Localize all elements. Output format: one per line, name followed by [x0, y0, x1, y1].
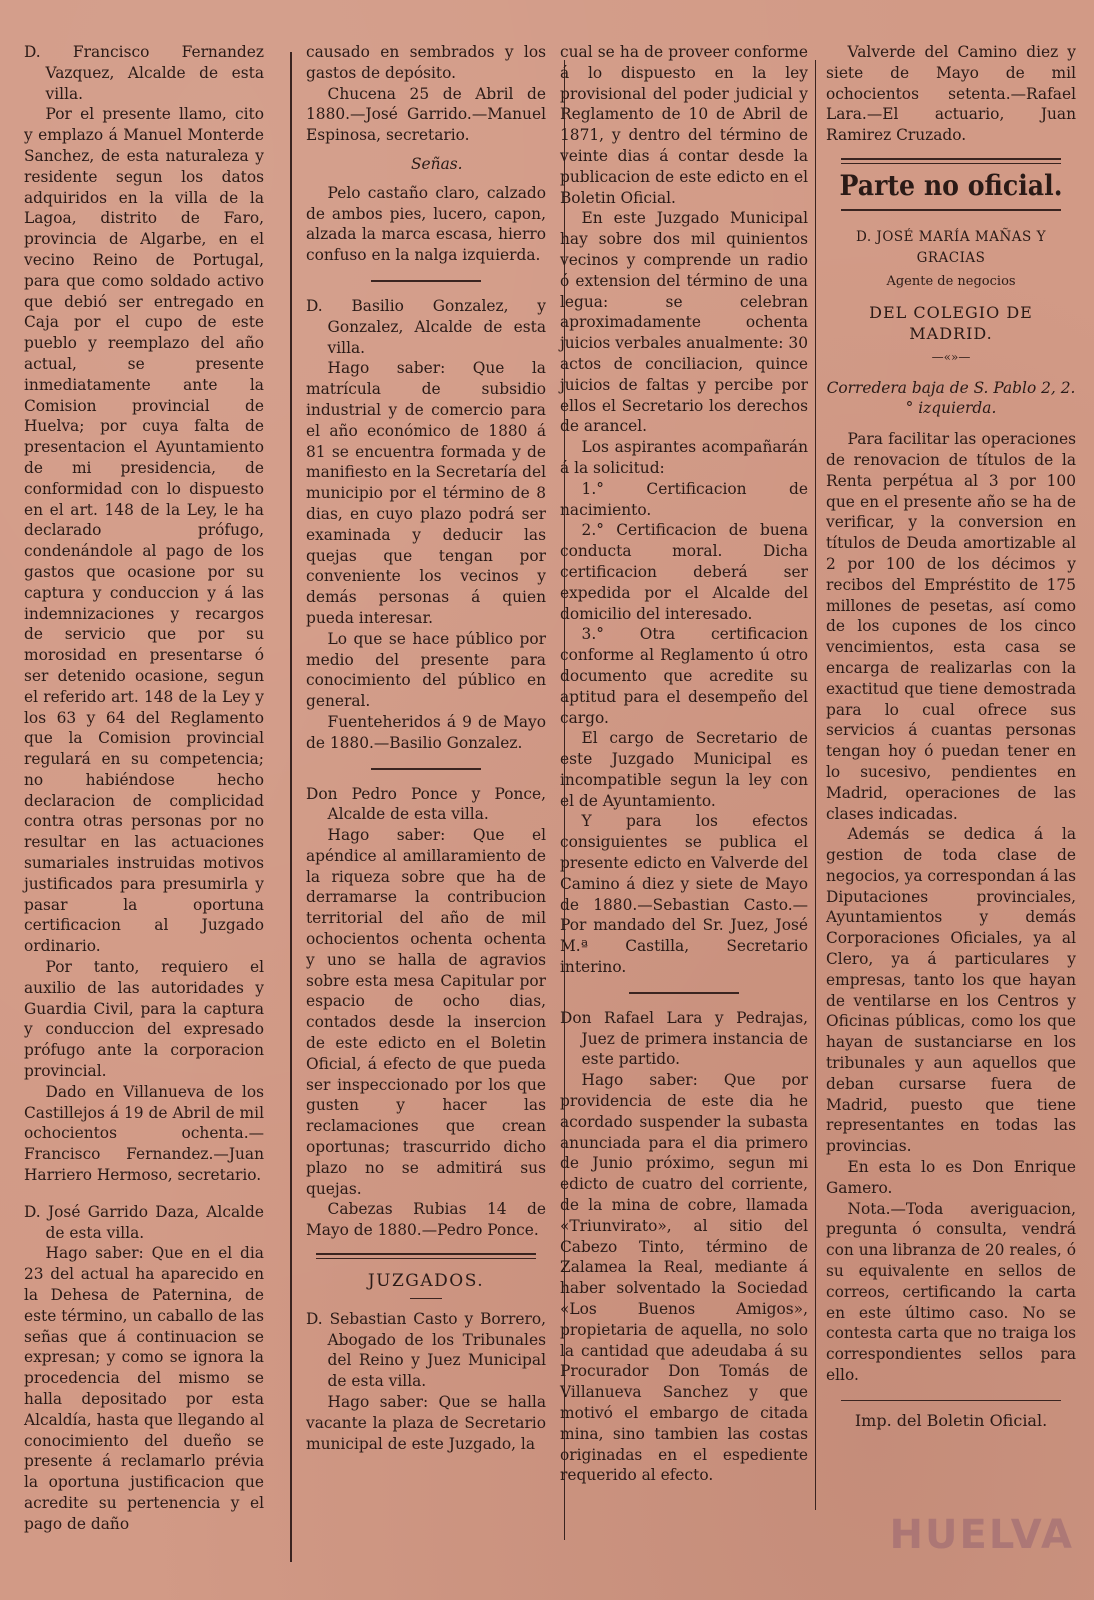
notice-text: 2.° Certificacion de buena conducta moral. Dicha certificacion deberá ser expedida por el Alcalde del domicilio del interesado. [560, 521, 808, 623]
agent-name: D. JOSÉ MARÍA MAÑAS Y GRACIAS [856, 228, 1046, 266]
notice-text: Hago saber: Que se halla vacante la plaza de Secretario municipal de este Juzgado, la [306, 1393, 546, 1453]
separator [629, 992, 739, 994]
notice-signature: Cabezas Rubias 14 de Mayo de 1880.—Pedro Ponce. [306, 1200, 546, 1240]
notice-heading: D. Francisco Fernandez Vazquez, Alcalde de esta villa. [24, 43, 264, 103]
notice-signature: Fuenteheridos á 9 de Mayo de 1880.—Basilio Gonzalez. [306, 712, 546, 752]
separator [371, 768, 481, 770]
printer-imprint: Imp. del Boletin Oficial. [854, 1410, 1048, 1430]
separator [841, 209, 1061, 211]
watermark-logo: HUELVA [889, 1512, 1074, 1558]
notice-text: 1.° Certificacion de nacimiento. [560, 479, 808, 519]
agent-address: Corredera baja de S. Pablo 2, 2.° izquierda. [826, 378, 1076, 418]
separator [410, 1298, 442, 1299]
notice-text: Lo que se hace público por medio del presente para conocimiento del público en general. [306, 629, 546, 711]
agent-title: Agente de negocios [886, 274, 1016, 290]
separator [371, 280, 481, 282]
notice-text: Pelo castaño claro, calzado de ambos pies, lucero, capon, alzada la marca escasa, hierro confuso en la nalga izquierda. [306, 183, 546, 265]
notice-text: En este Juzgado Municipal hay sobre dos mil quinientos vecinos y comprende un radio ó extension del término de una legua: se celebran aproximadamente ochenta juicios verbales anualmente: 30 actos de conciliacion, quince juicios de faltas y percibe por ellos el Secretario los derechos de arancel. [560, 209, 808, 436]
ad-text: Nota.—Toda averiguacion, pregunta ó consulta, vendrá con una libranza de 20 reales, ó su equivalente en sellos de correos, certificando la carta en este último caso. No se contesta carta que no traiga los correspondientes sellos para ello. [826, 1199, 1076, 1385]
notice-heading: D. José Garrido Daza, Alcalde de esta villa. [24, 1202, 264, 1242]
notice-signature: Chucena 25 de Abril de 1880.—José Garrido.—Manuel Espinosa, secretario. [306, 84, 546, 145]
ad-text: En esta lo es Don Enrique Gamero. [826, 1158, 1076, 1197]
notice-text: Y para los efectos consiguientes se publica el presente edicto en Valverde del Camino á diez y siete de Mayo de 1880.—Sebastian Casto.—Por mandado del Sr. Juez, José M.ª Castilla, Secretario interino. [560, 812, 808, 977]
notice-text: 3.° Otra certificacion conforme al Reglamento ú otro documento que acredite su aptitud para el desempeño del cargo. [560, 625, 808, 727]
notice-signature: Valverde del Camino diez y siete de Mayo de mil ochocientos setenta.—Rafael Lara.—El actuario, Juan Ramirez Cruzado. [826, 43, 1076, 145]
ad-text: Además se dedica á la gestion de toda clase de negocios, ya correspondan á las Diputaciones provinciales, Ayuntamientos y demás Corporaciones Oficiales, ya al Clero, ya á particulares y empresas, tanto los que hayan de ventilarse en los Centros y Oficinas públicas, como los que hayan de sustanciarse en los tribunales y aun aquellos que deban cursarse fuera de Madrid, puesto que tiene representantes en todas las provincias. [826, 825, 1076, 1156]
notice-heading: D. Sebastian Casto y Borrero, Abogado de los Tribunales del Reino y Juez Municipal de esta villa. [306, 1309, 546, 1391]
notice-signature: Dado en Villanueva de los Castillejos á 19 de Abril de mil ochocientos ochenta.—Francisco Fernandez.—Juan Harriero Hermoso, secretario. [24, 1082, 264, 1185]
notice-heading: Don Pedro Ponce y Ponce, Alcalde de esta villa. [306, 784, 546, 824]
notice-heading: D. Basilio Gonzalez, y Gonzalez, Alcalde de esta villa. [306, 296, 546, 357]
notice-text: Hago saber: Que por providencia de este dia he acordado suspender la subasta anunciada para el dia primero de Junio próximo, segun mi edicto de cuatro del corriente, de la mina de cobre, llamada «Triunvirato», al sitio del Cabezo Tinto, término de Zalamea la Real, mediante á haber solventado la Sociedad «Los Buenos Amigos», propietaria de aquella, no solo la cantidad que adeudaba á su Procurador Don Tomás de Villanueva Sanchez y que motivó el embargo de citada mina, sino tambien las costas originadas en el espediente requerido al efecto. [560, 1071, 808, 1485]
senas-title: Señas. [411, 154, 463, 173]
notice-text: Hago saber: Que en el dia 23 del actual ha aparecido en la Dehesa de Paternina, de este término, un caballo de las señas que á continuacion se expresan; y como se ignora la procedencia del mismo se halla depositado por esta Alcaldía, hasta que llegando al conocimiento del dueño se presente á reclamarlo prévia la oportuna justificacion que acredite su pertenencia y el pago de daño [24, 1244, 264, 1533]
separator [841, 1400, 1061, 1401]
notice-text: Por tanto, requiero el auxilio de las autoridades y Guardia Civil, para la captura y conduccion del expresado prófugo ante la corporacion provincial. [24, 958, 264, 1081]
double-separator [841, 158, 1061, 164]
notice-text: Hago saber: Que la matrícula de subsidio industrial y de comercio para el año económico de 1880 á 81 se encuentra formada y de manifiesto en la Secretaría del municipio por el término de 8 dias, en cuyo plazo podrá ser examinada y deducir las quejas que tengan por conveniente los vecinos y demás personas á quien pueda interesar. [306, 359, 546, 627]
column-4 [826, 42, 1076, 1520]
notice-heading: Don Rafael Lara y Pedrajas, Juez de primera instancia de este partido. [560, 1008, 808, 1069]
column-2 [306, 42, 546, 1520]
column-rule [290, 52, 292, 1562]
notice-text: causado en sembrados y los gastos de depósito. [306, 43, 546, 82]
agent-college: DEL COLEGIO DE MADRID. [869, 303, 1033, 343]
section-title: JUZGADOS. [367, 1271, 485, 1292]
ornament: —«»— [931, 349, 971, 364]
column-3 [560, 42, 808, 1520]
column-1 [24, 42, 264, 1533]
double-separator [316, 1253, 536, 1259]
notice-text: El cargo de Secretario de este Juzgado Municipal es incompatible segun la ley con el de Ayuntamiento. [560, 729, 808, 810]
notice-text: Los aspirantes acompañarán á la solicitud: [560, 438, 808, 477]
column-rule [815, 60, 816, 1510]
notice-text: Por el presente llamo, cito y emplazo á Manuel Monterde Sanchez, de esta naturaleza y residente segun los datos adquiridos en la villa de la Lagoa, distrito de Faro, provincia de Algarbe, en el vecino Reino de Portugal, para que como soldado activo que debió ser entregado en Caja por el cupo de este pueblo y reemplazo del año actual, se presente inmediatamente ante la Comision provincial de Huelva; por cuya falta de presentacion el Ayuntamiento de mi presidencia, de conformidad con lo dispuesto en el art. 148 de la Ley, le ha declarado prófugo, condenándole al pago de los gastos que ocasione por su captura y conduccion y á las indemnizaciones y recargos de servicio que por su morosidad en presentarse ó ser detenido ocasione, segun el referido art. 148 de la Ley y los 63 y 64 del Reglamento que la Comision provincial regulará en su competencia; no habiéndose hecho declaracion de complicidad contra otras personas por no resultar en las actuaciones sumariales instruidas motivos justificados para presumirla y pasar la oportuna certificacion al Juzgado ordinario. [24, 105, 264, 956]
notice-text: cual se ha de proveer conforme á lo dispuesto en la ley provisional del poder judicial y Reglamento de 10 de Abril de 1871, y dentro del término de veinte dias á contar desde la publicacion de este edicto en el Boletin Oficial. [560, 43, 808, 207]
ad-text: Para facilitar las operaciones de renovacion de títulos de la Renta perpétua al 3 por 100 que en el presente año se ha de verificar, y la conversion en títulos de Deuda amortizable al 2 por 100 de los décimos y recibos del Empréstito de 175 millones de pesetas, así como de los cupones de los cinco vencimientos, esta casa se encarga de realizarlas con la exactitud que tiene demostrada para lo cual ofrece sus servicios á cuantas personas tengan hoy ó puedan tener en lo sucesivo, pendientes en Madrid, operaciones de las clases indicadas. [826, 430, 1076, 823]
section-title: Parte no oficial. [839, 168, 1063, 202]
notice-text: Hago saber: Que el apéndice al amillaramiento de la riqueza sobre que ha de derramarse la contribucion territorial del año de mil ochocientos ochenta ochenta y uno se halla de agravios sobre esta mesa Capitular por espacio de ocho dias, contados desde la insercion de este edicto en el Boletin Oficial, á efecto de que pueda ser inspeccionado por los que gusten y hacer las reclamaciones que crean oportunas; trascurrido dicho plazo no se admitirá sus quejas. [306, 826, 546, 1198]
